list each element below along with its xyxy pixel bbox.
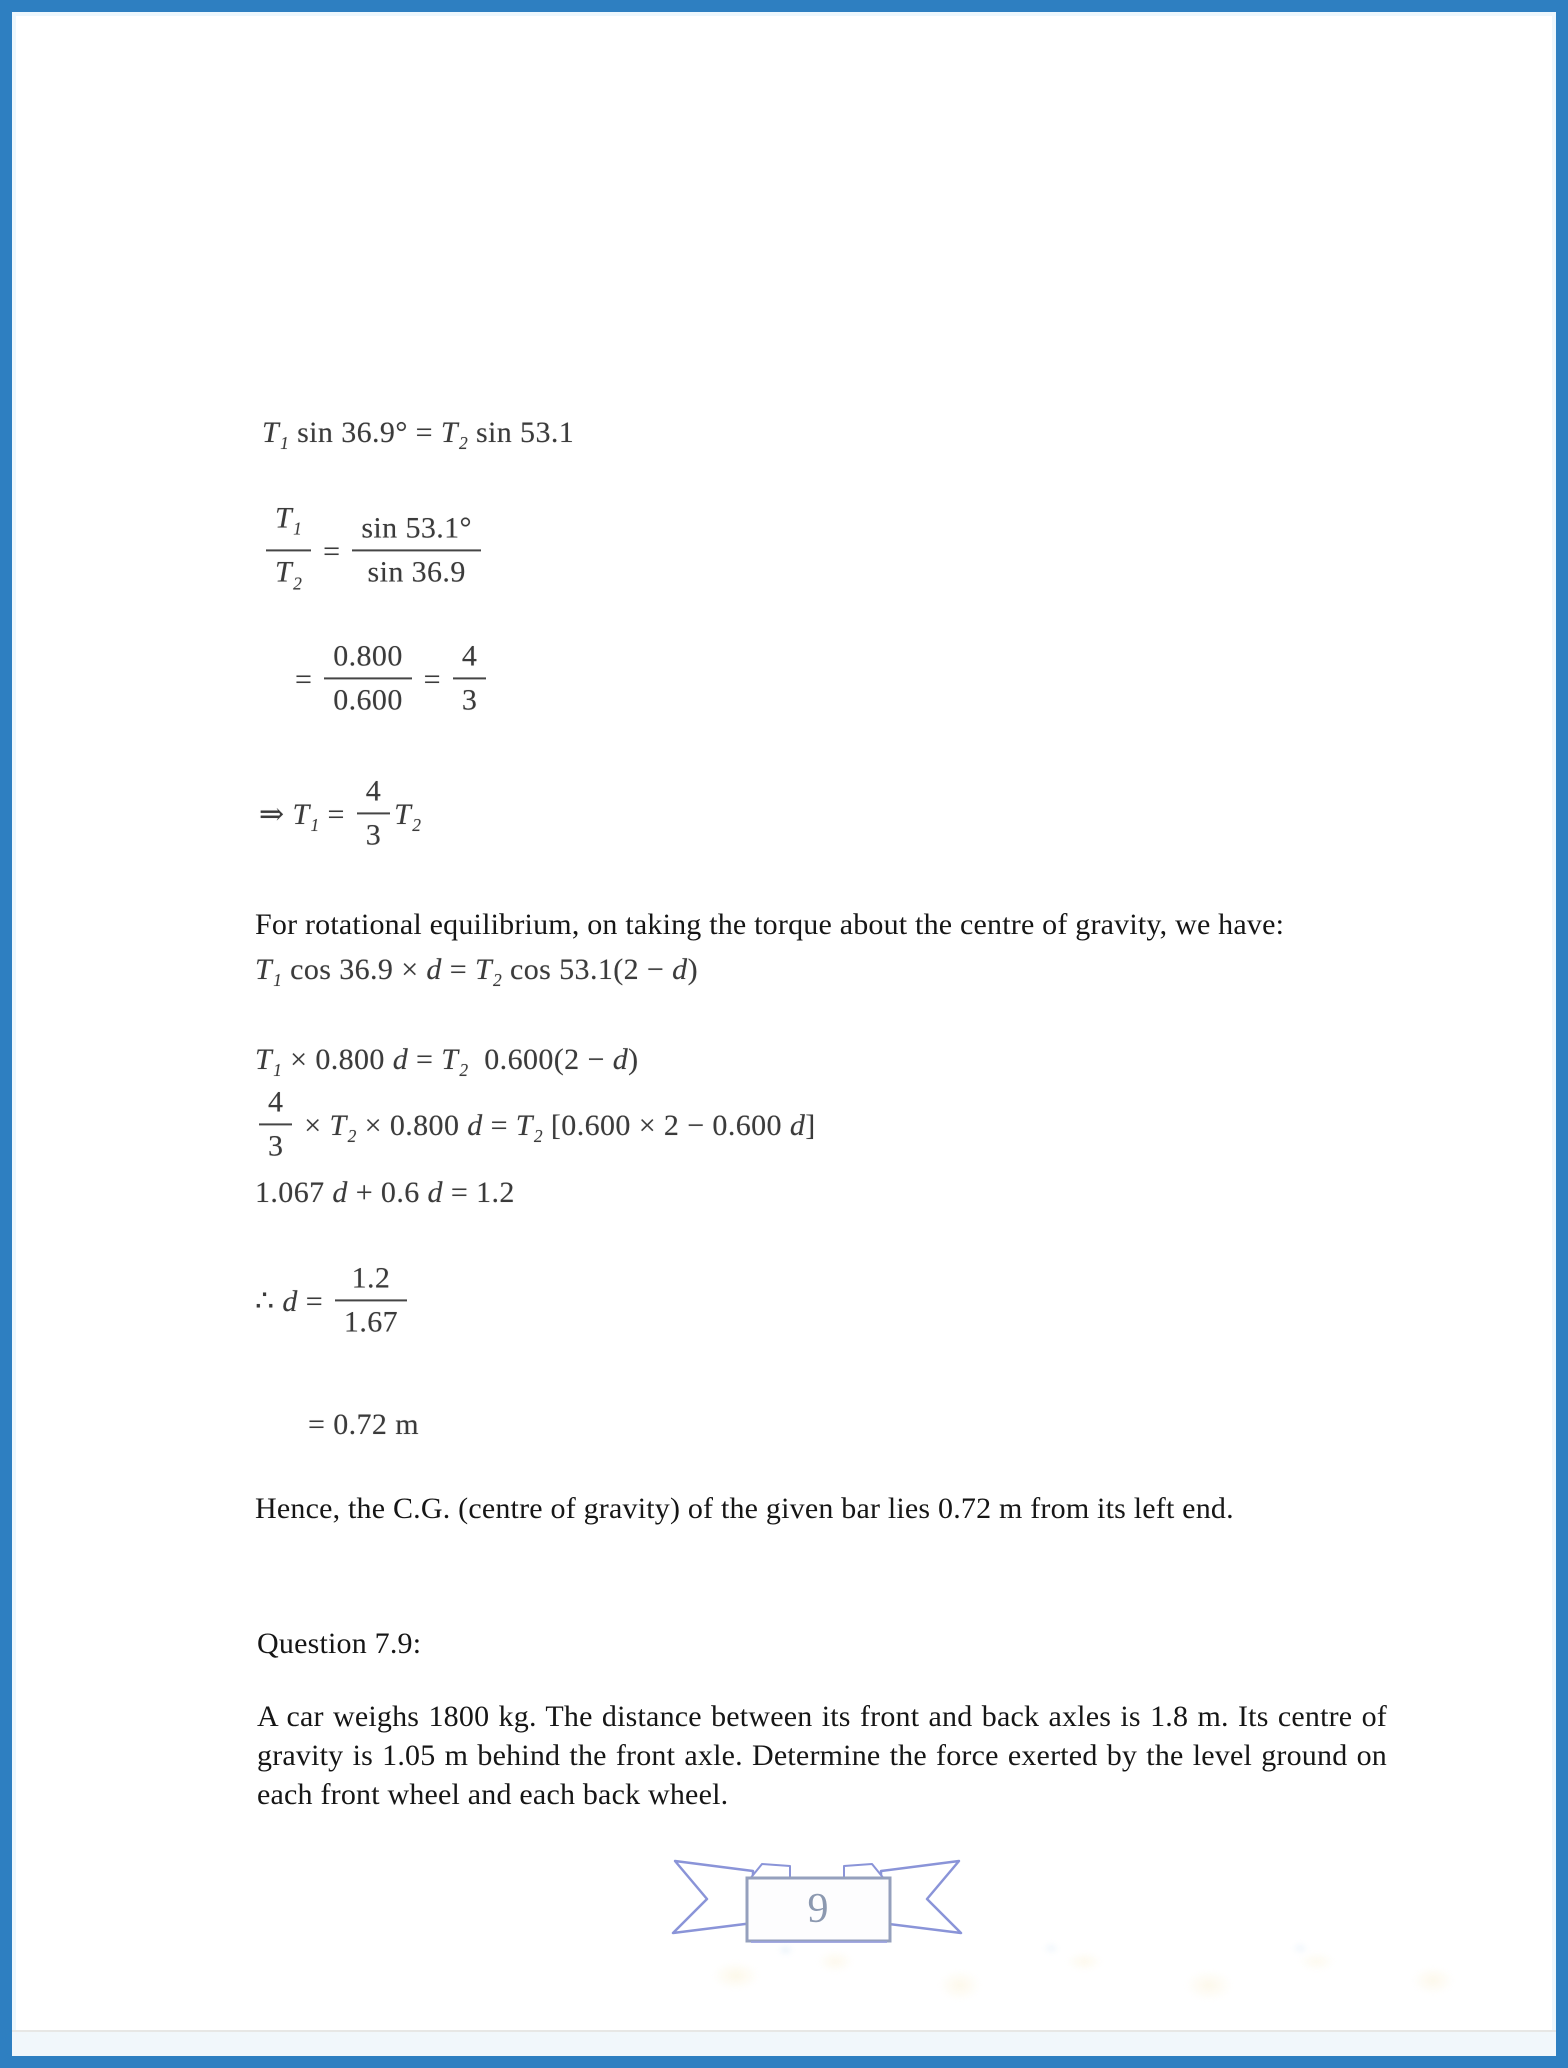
page-number: 9	[807, 1886, 829, 1932]
ribbon-right-wing-icon	[881, 1861, 961, 1933]
equation-t1-result: ⇒ $T_1$ = $\frac{4}{3}$ $T_2$	[259, 774, 422, 852]
equation-ratio-values: = $\frac{0.800}{0.600}$ = $\frac{4}{3}$	[295, 642, 490, 722]
question-text: A car weighs 1800 kg. The distance between its front and back axles is 1.8 m. Its centre of gravity is 1.05 m behind the front axle. Determine the force exerted by the level ground on each front wheel and each back wheel.	[257, 1700, 1387, 1811]
question-heading: Question 7.9:	[257, 1627, 422, 1660]
equation-torque-expanded: $\frac{4}{3}$ × $T_2 \times 0.800$ $d = T_2$ [0.600 × 2 − 0.600 d]	[255, 1088, 816, 1168]
ribbon-left-wing-icon	[673, 1861, 753, 1933]
scan-watermark	[686, 1933, 1516, 2028]
equation-tension-sine: $T_1$ $\sin 36.9^\circ = T_2$ sin 53.1	[262, 416, 575, 454]
equation-linear-d: 1.067 d + 0.6 d = 1.2	[255, 1176, 515, 1209]
solution-conclusion-text: Hence, the C.G. (centre of gravity) of the given bar lies 0.72 m from its left end.	[255, 1492, 1234, 1525]
equation-d-fraction: ∴ d = $\frac{1.2}{1.67}$	[255, 1264, 411, 1344]
solution-text-rotational: For rotational equilibrium, on taking the torque about the centre of gravity, we have:	[255, 908, 1285, 941]
page-bottom-band	[12, 2030, 1556, 2056]
equation-d-result: = 0.72 m	[308, 1408, 419, 1441]
equation-tension-ratio: $\frac{T_1}{T_2}$ = $\frac{\sin 53.1^\circ}{\sin 36.9}$	[262, 504, 485, 605]
equation-torque-values: $T_1 \times 0.800$ $d = T_2$ 0.600(2 − d)	[255, 1043, 639, 1081]
equation-torque-balance: $T_1$ $\cos 36.9 \times d = T_2$ cos 53.1(2 − d)	[255, 953, 698, 991]
